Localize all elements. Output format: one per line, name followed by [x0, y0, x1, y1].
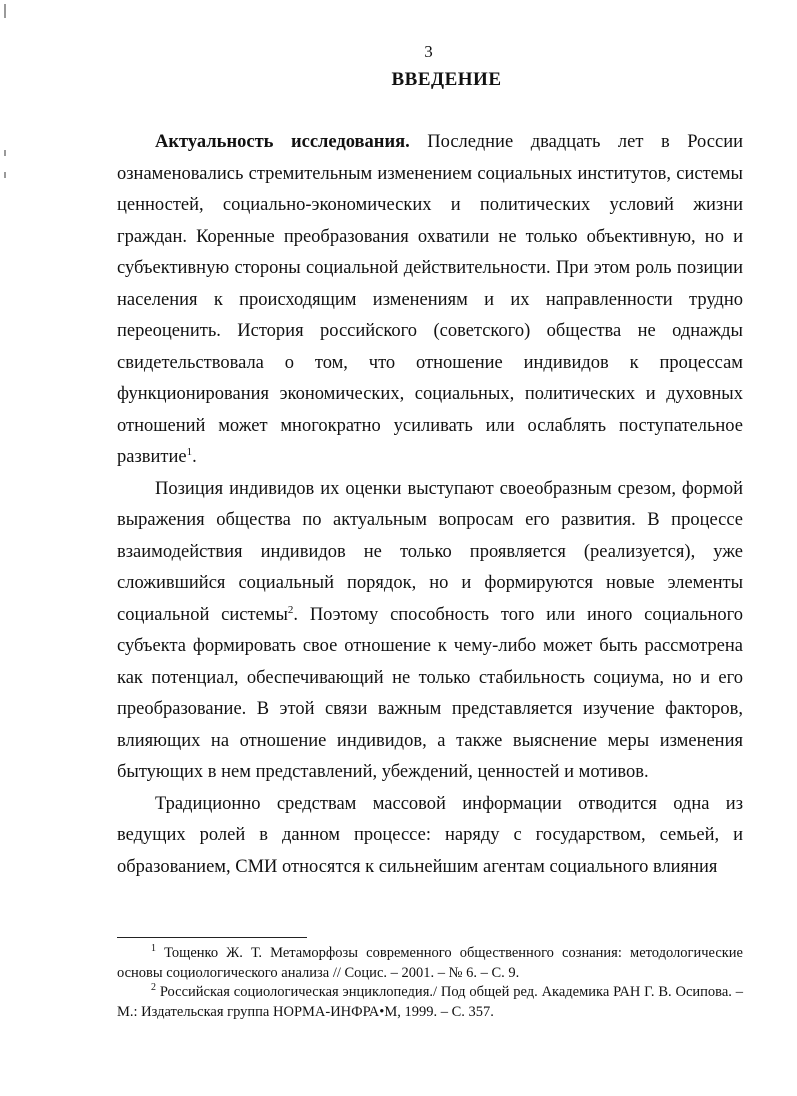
body-text: [117, 127, 743, 883]
footnote-number: 1: [151, 943, 156, 955]
page-number: 3: [424, 42, 433, 61]
paragraph-text: Позиция индивидов их оценки выступают своеобразным срезом, формой выражения общества по актуальным вопросам его развития. В процессе взаимодействия индивидов не только проявляется (реализуется), уже сложившийся социальный порядок, но и формируются новые элементы социальной системы: [117, 478, 743, 625]
footnote-divider: [117, 937, 307, 938]
footnote-ref: 1: [186, 445, 193, 458]
footnote-ref: 2: [287, 603, 294, 616]
scan-artifact-mark: [4, 4, 6, 18]
footnote-text: Тощенко Ж. Т. Метаморфозы современного общественного сознания: методологические основы социологического анализа // Социс. – 2001. – № 6. – С. 9.: [117, 945, 743, 981]
scan-artifact-mark: [4, 172, 6, 178]
footnote-number: 2: [151, 982, 156, 994]
footnote-text: Российская социологическая энциклопедия./ Под общей ред. Академика РАН Г. В. Осипова. – М.: Издательская группа НОРМА-ИНФРА•М, 1999. – С. 357.: [117, 984, 743, 1020]
paragraph: [117, 474, 743, 789]
paragraph: [117, 789, 743, 884]
scan-artifact-mark: [4, 150, 6, 156]
paragraph-text: Традиционно средствам массовой информации отводится одна из ведущих ролей в данном процессе: наряду с государством, семьей, и образованием, СМИ относятся к сильнейшим агентам социального влияния: [117, 793, 743, 877]
footnote: [117, 983, 743, 1022]
paragraph-lead: Актуальность исследования.: [155, 132, 410, 152]
paragraph-tail: . Поэтому способность того или иного социального субъекта формировать свое отношение к чему-либо может быть рассмотрена как потенциал, обеспечивающий не только стабильность социума, но и его преобразование. В этой связи важным представляется изучение факторов, влияющих на отношение индивидов, а также выяснение меры изменения бытующих в нем представлений, убеждений, ценностей и мотивов.: [117, 604, 743, 782]
section-heading: ВВЕДЕНИЕ: [391, 69, 502, 90]
paragraph: [117, 127, 743, 474]
footnotes: [117, 944, 743, 1022]
paragraph-tail: .: [192, 447, 197, 467]
paragraph-text: Последние двадцать лет в России ознаменовались стремительным изменением социальных институтов, системы ценностей, социально-экономических и политических условий жизни граждан. Коренные преобразования охватили не только объективную, но и субъективную стороны социальной действительности. При этом роль позиции населения к происходящим изменениям и их направленности трудно переоценить. История российского (советского) общества не однажды свидетельствовала о том, что отношение индивидов к процессам функционирования экономических, социальных, политических и духовных отношений может многократно усиливать или ослаблять поступательное развитие: [117, 132, 743, 467]
footnote: [117, 944, 743, 983]
